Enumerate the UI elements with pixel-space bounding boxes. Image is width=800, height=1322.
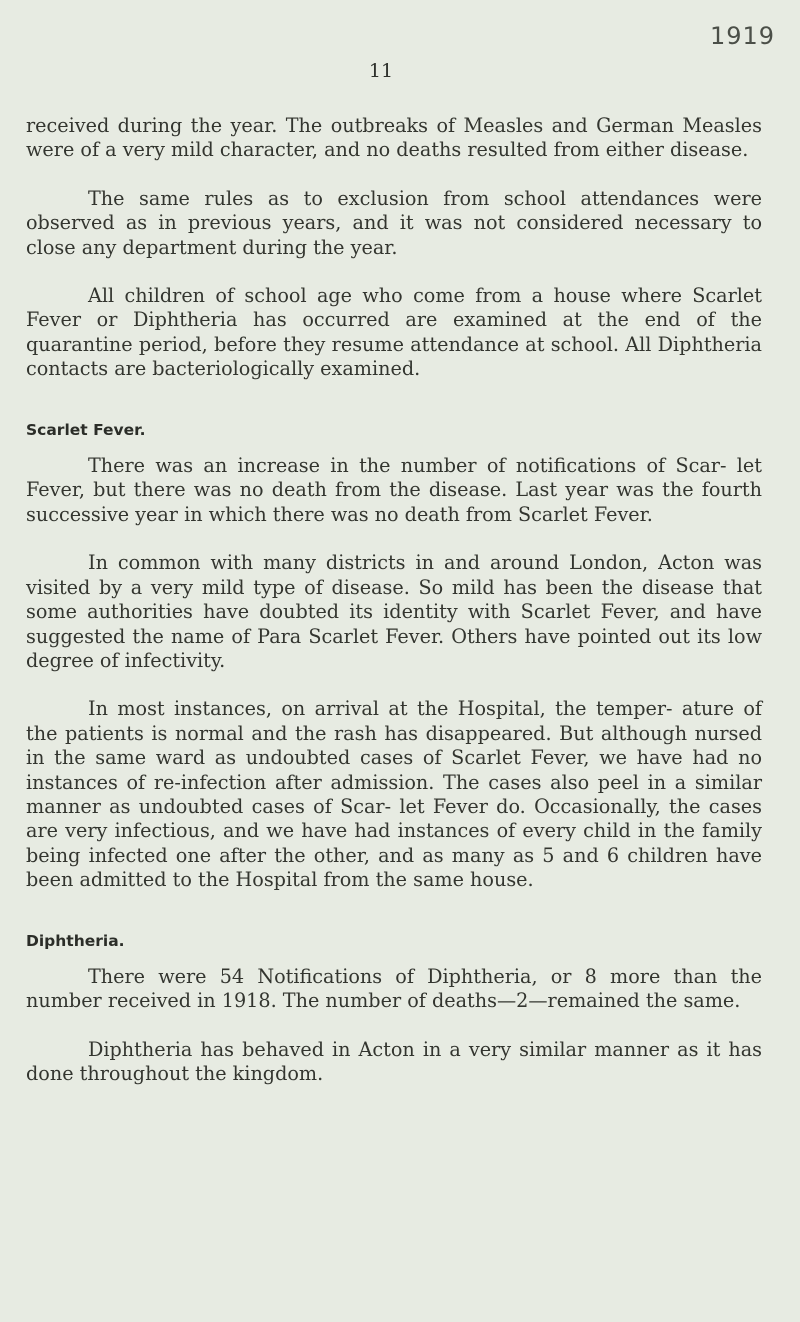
paragraph-quarantine-examination: All children of school age who come from a house where Scarlet Fever or Diphtheria has occurred are examined at the end of the quarantine period, before they resume attendance at school. All Diphtheria contacts are bacteriologically examined. — [26, 284, 762, 381]
section-heading-scarlet-fever: Scarlet Fever. — [26, 420, 146, 439]
paragraph-exclusion-rules: The same rules as to exclusion from school attendances were observed as in previous years, and it was not considered necessary to close any department during the year. — [26, 186, 762, 259]
paragraph-diphtheria-behaviour: Diphtheria has behaved in Acton in a very similar manner as it has done throughout the kingdom. — [26, 1037, 762, 1086]
page-number: 11 — [368, 60, 394, 82]
handwritten-year-mark: 1919 — [710, 22, 776, 50]
body-text — [26, 114, 762, 1087]
paragraph-continued: received during the year. The outbreaks of Measles and German Measles were of a very mild character, and no deaths resulted from either disease. — [26, 114, 762, 162]
paragraph-scarlet-notifications: There was an increase in the number of notifications of Scar- let Fever, but there was no death from the disease. Last year was the fourth successive year in which there was no death from Scarlet Fever. — [26, 454, 762, 526]
section-heading-diphtheria: Diphtheria. — [26, 931, 125, 950]
paragraph-mild-type: In common with many districts in and around London, Acton was visited by a very mild type of disease. So mild has been the disease that some authorities have doubted its identity with Scarlet Fever, and have suggested the name of Para Scarlet Fever. Others have pointed out its low degree of infectivity. — [26, 551, 762, 672]
paragraph-hospital-cases: In most instances, on arrival at the Hospital, the temper- ature of the patients is normal and the rash has disappeared. But although nursed in the same ward as undoubted cases of Scarlet Fever, we have had no instances of re-infection after admission. The cases also peel in a similar manner as undoubted cases of Scar- let Fever do. Occasionally, the cases are very infectious, and we have had instances of every child in the family being infected one after the other, and as many as 5 and 6 children have been admitted to the Hospital from the same house. — [26, 697, 762, 892]
paragraph-diphtheria-notifications: There were 54 Notifications of Diphtheria, or 8 more than the number received in 1918. The number of deaths—2—remained the same. — [26, 964, 762, 1013]
